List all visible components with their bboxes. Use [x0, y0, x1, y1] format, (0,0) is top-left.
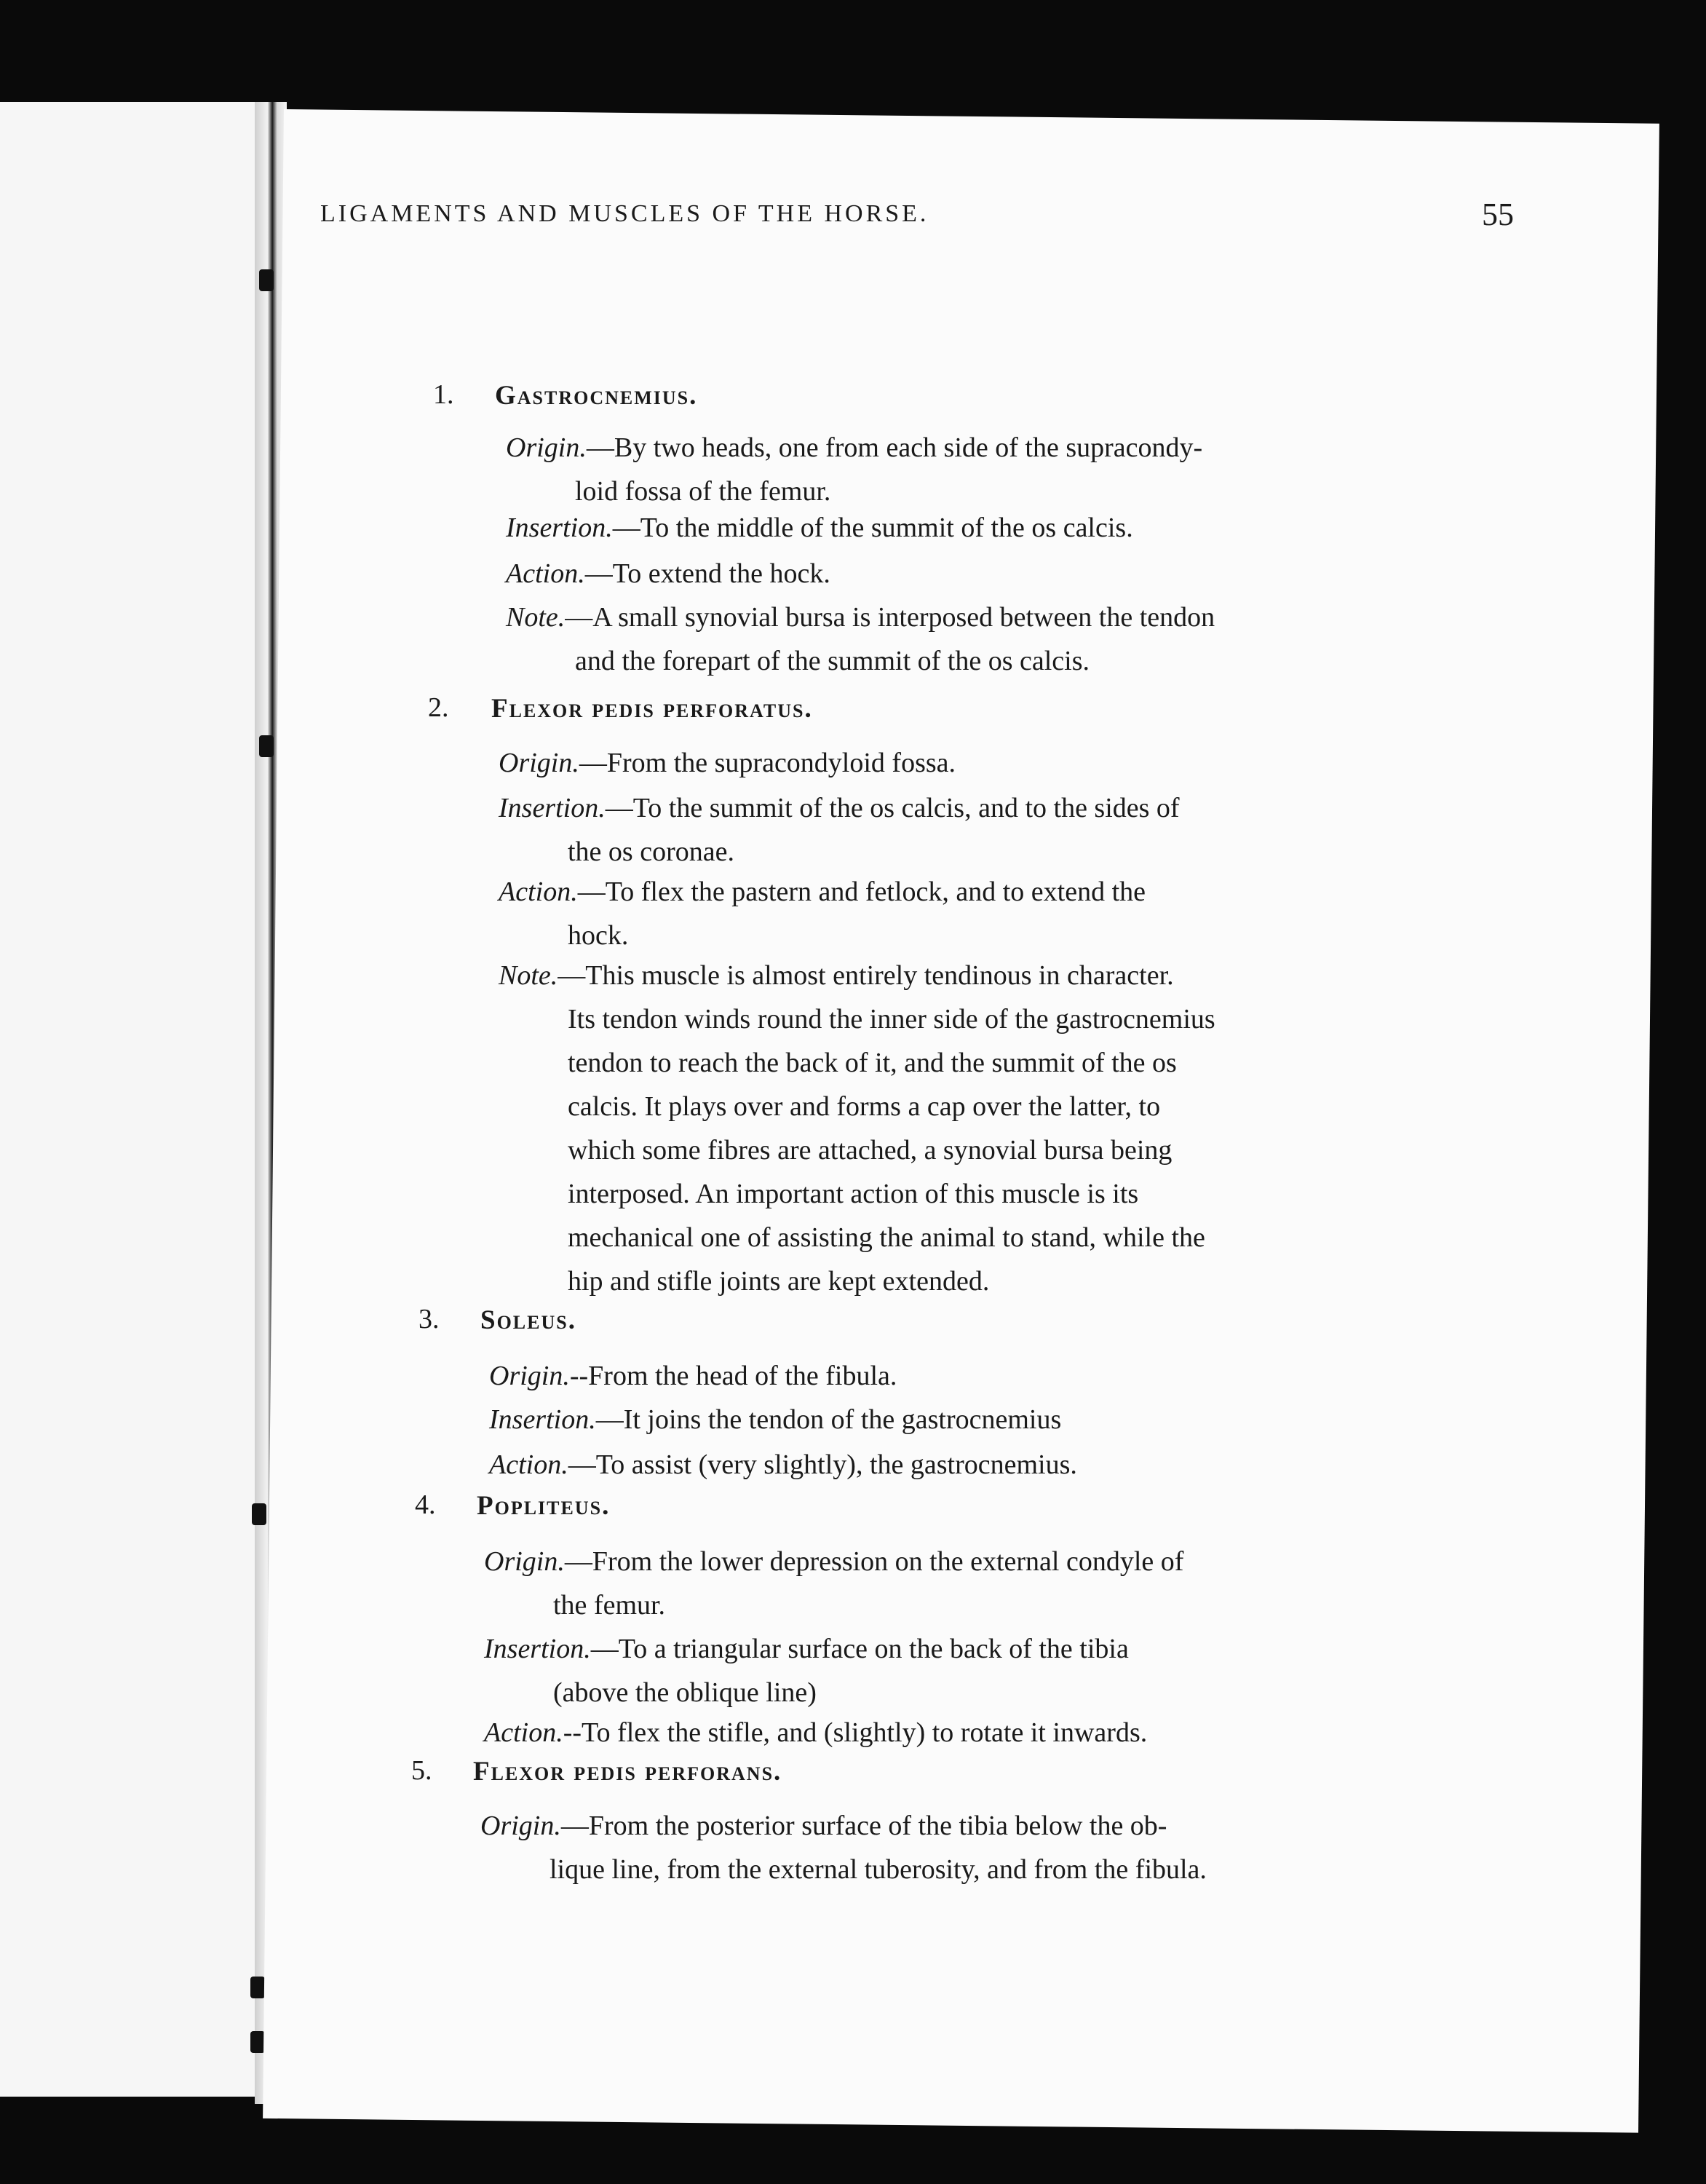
field-continuation: interposed. An important action of this muscle is its: [568, 1179, 1139, 1209]
field-label: Insertion.: [499, 793, 606, 823]
muscle-field: [499, 954, 1437, 1303]
muscle-field: [506, 506, 1445, 550]
field-text: —To the summit of the os calcis, and to the sides of: [605, 793, 1180, 823]
muscle-name: Flexor pedis perforans.: [473, 1757, 782, 1787]
muscle-number: 3.: [418, 1304, 440, 1334]
muscle-number: 1.: [433, 379, 454, 410]
field-continuation: Its tendon winds round the inner side of the gastrocnemius: [568, 1004, 1215, 1034]
field-text: —From the posterior surface of the tibia below the ob-: [560, 1811, 1167, 1841]
field-label: Origin.: [506, 432, 587, 463]
field-label: Insertion.: [489, 1404, 596, 1435]
field-label: Action.: [499, 877, 578, 907]
field-label: Insertion.: [484, 1634, 591, 1664]
field-continuation: the os coronae.: [568, 836, 734, 867]
field-label: Insertion.: [506, 513, 613, 543]
field-label: Origin.: [480, 1811, 561, 1841]
muscle-field: [484, 1627, 1423, 1714]
muscle-field: [480, 1804, 1419, 1891]
field-label: Note.: [499, 960, 558, 991]
muscle-field: [484, 1540, 1423, 1627]
field-continuation: the femur.: [553, 1590, 666, 1621]
field-continuation: mechanical one of assisting the animal to stand, while the: [568, 1222, 1205, 1253]
field-text: --To flex the stifle, and (slightly) to rotate it inwards.: [563, 1717, 1148, 1748]
muscle-number: 5.: [411, 1755, 432, 1786]
muscle-field: [499, 741, 1437, 785]
muscle-field: [489, 1354, 1428, 1398]
muscle-field: [499, 870, 1437, 957]
muscle-name: Soleus.: [480, 1305, 576, 1335]
field-continuation: hock.: [568, 920, 629, 951]
field-text: —From the lower depression on the external condyle of: [564, 1546, 1184, 1577]
field-continuation: hip and stifle joints are kept extended.: [568, 1266, 990, 1297]
muscle-name: Popliteus.: [477, 1491, 611, 1521]
field-text: —This muscle is almost entirely tendinous in character.: [558, 960, 1174, 991]
field-text: --From the head of the fibula.: [569, 1361, 897, 1391]
field-continuation: (above the oblique line): [553, 1677, 817, 1708]
field-label: Action.: [484, 1717, 563, 1748]
field-text: —A small synovial bursa is interposed between the tendon: [565, 602, 1215, 633]
muscle-field: [499, 786, 1437, 874]
muscle-number: 4.: [415, 1489, 436, 1520]
muscle-field: [506, 426, 1445, 513]
field-label: Origin.: [499, 748, 579, 778]
muscle-field: [506, 596, 1445, 683]
muscle-field: [484, 1711, 1423, 1754]
muscle-number: 2.: [428, 692, 449, 723]
muscle-name: Gastrocnemius.: [495, 381, 698, 411]
field-text: —To a triangular surface on the back of the tibia: [590, 1634, 1129, 1664]
field-text: —To flex the pastern and fetlock, and to extend the: [577, 877, 1146, 907]
muscle-field: [506, 552, 1445, 596]
field-label: Origin.: [489, 1361, 570, 1391]
field-text: —To assist (very slightly), the gastrocnemius.: [568, 1449, 1077, 1480]
page-number: 55: [1482, 197, 1514, 232]
field-continuation: which some fibres are attached, a synovial bursa being: [568, 1135, 1173, 1166]
field-text: —From the supracondyloid fossa.: [579, 748, 956, 778]
muscle-field: [489, 1398, 1428, 1441]
field-text: —To extend the hock.: [584, 558, 830, 589]
field-continuation: calcis. It plays over and forms a cap over the latter, to: [568, 1091, 1161, 1122]
running-head: LIGAMENTS AND MUSCLES OF THE HORSE.: [320, 200, 929, 227]
field-continuation: lique line, from the external tuberosity, and from the fibula.: [550, 1854, 1207, 1885]
field-label: Action.: [506, 558, 585, 589]
field-text: —It joins the tendon of the gastrocnemius: [595, 1404, 1062, 1435]
field-label: Action.: [489, 1449, 568, 1480]
field-text: —To the middle of the summit of the os calcis.: [612, 513, 1133, 543]
muscle-field: [489, 1443, 1428, 1487]
field-label: Note.: [506, 602, 566, 633]
field-text: —By two heads, one from each side of the supracondy-: [586, 432, 1203, 463]
field-continuation: and the forepart of the summit of the os calcis.: [575, 646, 1090, 676]
field-label: Origin.: [484, 1546, 565, 1577]
field-continuation: loid fossa of the femur.: [575, 476, 831, 507]
muscle-name: Flexor pedis perforatus.: [491, 694, 813, 724]
field-continuation: tendon to reach the back of it, and the summit of the os: [568, 1048, 1177, 1078]
